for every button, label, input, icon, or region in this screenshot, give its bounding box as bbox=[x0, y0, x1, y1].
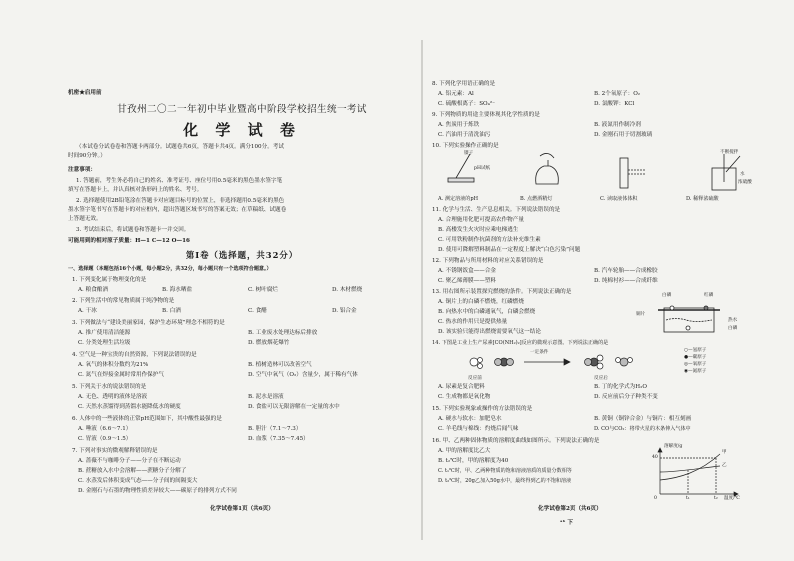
q16-option-c: C. t₁℃时，甲、乙两种物质的饱和溶液溶质的质量分数相等 bbox=[438, 468, 572, 474]
question-6: 6. 人体中的一些液体的正常pH范围如下，其中酸性最强的是 bbox=[72, 416, 222, 422]
q3-option-b: B. 工业废水处理达标后排放 bbox=[248, 330, 318, 336]
question-11: 11. 化学与生活、生产息息相关。下列说法错误的是 bbox=[432, 207, 561, 213]
q3-option-c: C. 分类处理生活垃圾 bbox=[78, 340, 131, 346]
q6-option-b: B. 胆汁（7.1～7.3） bbox=[248, 426, 302, 432]
q14-after-label: 反应后 bbox=[594, 376, 608, 381]
q7-option-d: D. 金刚石与石墨的物理性质差异较大——碳原子的排列方式不同 bbox=[78, 488, 237, 494]
q13-option-a: A. 铜片上的白磷不燃烧，红磷燃烧 bbox=[438, 299, 524, 305]
question-16: 16. 甲、乙两种固体物质的溶解度曲线如图所示。下列说法正确的是 bbox=[432, 438, 600, 444]
notice-1b: 填写在答题卡上，并认真核对条形码上的姓名、考号。 bbox=[68, 187, 203, 193]
ph-paper-icon bbox=[448, 178, 474, 182]
q8-option-a: A. 铝元素：Al bbox=[438, 91, 474, 97]
atomic-mass: 可能用到的相对原子质量：H—1 C—12 O—16 bbox=[68, 238, 190, 244]
q16-curve-yi: 乙 bbox=[722, 463, 727, 468]
q13-option-c: C. 热水的作用只是提供热量 bbox=[438, 319, 508, 325]
q13-label-white-p-2: 白磷 bbox=[728, 326, 738, 331]
notice-3: 3. 考试结束后，将试题卷和答题卡一并交回。 bbox=[76, 227, 190, 233]
exam-title: 甘孜州二〇二一年初中毕业暨高中阶段学校招生统一考试 bbox=[117, 104, 367, 115]
right-page bbox=[424, 0, 766, 561]
q8-option-d: D. 氯酸钾：KCl bbox=[594, 101, 635, 107]
q14-legend-n: ◉—氮原子 bbox=[684, 369, 707, 374]
q13-label-copper: 铜片 bbox=[636, 312, 646, 317]
q14-legend-c: ●—碳原子 bbox=[684, 355, 707, 360]
left-footer: 化学试卷第1页（共6页） bbox=[210, 506, 274, 512]
q13-combustion-figure bbox=[652, 296, 728, 334]
q9-option-b: B. 液氮用作制冷剂 bbox=[594, 122, 641, 128]
question-1: 1. 下列变化属于物理变化的是 bbox=[72, 277, 147, 283]
q7-option-b: B. 蔗糖放入水中会溶解——蔗糖分子分解了 bbox=[78, 468, 187, 474]
q5-option-d: D. 食盐可以无限溶解在一定量的水中 bbox=[248, 404, 340, 410]
right-footer: 化学试卷第2页（共6页） bbox=[538, 506, 602, 512]
notice-1a: 1. 答题前，考生务必将自己的姓名、准考证号、座位号用0.5毫米的黑色墨水签字笔 bbox=[76, 178, 283, 184]
q7-option-c: C. 水蒸发后体积变成气态——分子间的间隔变大 bbox=[78, 478, 198, 484]
q1-option-d: D. 木材燃烧 bbox=[332, 287, 363, 293]
q16-t1: t₁ bbox=[686, 496, 690, 501]
q14-legend-h: ○—氢原子 bbox=[684, 348, 707, 353]
q14-option-a: A. 尿素是复合肥料 bbox=[438, 384, 485, 390]
q16-option-a: A. 甲的溶解度比乙大 bbox=[438, 448, 491, 454]
q10-label-tweezers: 镊子 bbox=[464, 151, 474, 156]
flame-icon bbox=[540, 153, 554, 158]
q6-option-a: A. 唾液（6.6～7.1） bbox=[78, 426, 132, 432]
question-13: 13. 用右图所示装置探究燃烧的条件。下列说法正确的是 bbox=[432, 289, 572, 295]
q16-xlabel: 温度/℃ bbox=[724, 496, 740, 501]
q9-option-d: D. 金刚石用于切割玻璃 bbox=[594, 132, 653, 138]
question-12: 12. 下列物品与所用材料的对应关系错误的是 bbox=[432, 258, 544, 264]
q16-origin: 0 bbox=[654, 496, 657, 501]
question-10: 10. 下列实验操作正确的是 bbox=[432, 143, 499, 149]
q6-option-c: C. 胃液（0.9～1.5） bbox=[78, 436, 132, 442]
tweezers-icon bbox=[456, 154, 470, 178]
left-page bbox=[62, 0, 422, 561]
q5-option-a: A. 无色、透明的液体是溶液 bbox=[78, 394, 148, 400]
question-9: 9. 下列物质的用途主要体现其化学性质的是 bbox=[432, 112, 540, 118]
q2-option-b: B. 白酒 bbox=[162, 308, 181, 314]
q10-option-d: D. 稀释浓硫酸 bbox=[686, 196, 719, 202]
secret-mark: 机密★启用前 bbox=[68, 90, 102, 96]
q16-option-d: D. t₂℃时，20g乙加入50g水中，最终得到乙的不饱和溶液 bbox=[438, 478, 572, 484]
q11-option-c: C. 可用铁粉制作抗菌剂的方法补充维生素 bbox=[438, 237, 541, 243]
q8-option-c: C. 硫酸根离子：SO₄²⁻ bbox=[438, 101, 496, 107]
q13-option-d: D. 该实验只能得出燃烧需要氧气这一结论 bbox=[438, 329, 541, 335]
q14-reaction-figure bbox=[444, 348, 707, 380]
q5-option-b: B. 泥水是溶液 bbox=[248, 394, 284, 400]
alcohol-lamp-icon bbox=[536, 166, 559, 184]
white-phosphorus-icon bbox=[670, 306, 674, 310]
section-heading: 一、选择题（本题包括16个小题，每小题2分，共32分，每小题只有一个选项符合题意。） bbox=[68, 266, 272, 272]
q12-option-c: C. 聚乙烯薄膜——塑料 bbox=[438, 278, 496, 284]
question-15: 15. 下列实验现象或操作的方法错误的是 bbox=[432, 406, 533, 412]
q4-option-c: C. 氮气在焊接金属时常用作保护气 bbox=[78, 372, 164, 378]
question-2: 2. 下列生活中的常见物质属于纯净物的是 bbox=[72, 298, 175, 304]
q12-option-b: B. 汽车轮胎——合成橡胶 bbox=[594, 268, 658, 274]
question-3: 3. 下列做法与“建设美丽家园，保护生态环境”理念不相符的是 bbox=[72, 320, 225, 326]
molecule-icon bbox=[470, 358, 478, 366]
q15-option-a: A. 硬水与软水：加肥皂水 bbox=[438, 416, 502, 422]
q15-option-d: D. CO与CO₂：将带火星的木条伸入气体中 bbox=[594, 426, 691, 432]
notice-2b: 墨水签字笔书写在答题卡的对应框内，超出答题区域书写的答案无效；在草稿纸、试题卷 bbox=[68, 207, 287, 213]
q2-option-c: C. 食醋 bbox=[248, 308, 267, 314]
question-7: 7. 下列对事实的微观解释错误的是 bbox=[72, 448, 158, 454]
q9-option-c: C. 汽油用于清洗油污 bbox=[438, 132, 491, 138]
q13-label-hot-water: 热水 bbox=[728, 318, 738, 323]
q7-option-a: A. 蔷薇不与咖啡分子——分子在不断运动 bbox=[78, 458, 181, 464]
q16-tick-40: 40 bbox=[652, 455, 658, 460]
q11-option-a: A. 合理施用化肥可提高农作物产量 bbox=[438, 217, 524, 223]
q16-ylabel: 溶解度/g bbox=[664, 444, 683, 449]
q10-option-c: C. 读取液体体积 bbox=[600, 196, 638, 202]
q14-condition: 一定条件 bbox=[530, 350, 549, 355]
q10-label-acid: 浓硫酸 bbox=[738, 180, 752, 185]
q10-apparatus-figure bbox=[440, 152, 758, 194]
q11-option-d: D. 使用可降解塑料制品在一定程度上解决“白色污染”问题 bbox=[438, 247, 581, 253]
q8-option-b: B. 2个氧原子：O₂ bbox=[594, 91, 641, 97]
q14-option-b: B. 丁的化学式为H₂O bbox=[594, 384, 647, 390]
question-4: 4. 空气是一种宝贵的自然资源，下列说法错误的是 bbox=[72, 352, 197, 358]
q2-option-d: D. 铝合金 bbox=[332, 308, 357, 314]
q14-before-label: 反应前 bbox=[468, 376, 482, 381]
graduated-cylinder-icon bbox=[620, 158, 628, 188]
q4-option-a: A. 氧气的体积分数约为21% bbox=[78, 362, 149, 368]
q14-option-c: C. 生成物都是氧化物 bbox=[438, 394, 491, 400]
q16-option-b: B. t₂℃时，甲的溶解度为40 bbox=[438, 458, 509, 464]
q10-option-a: A. 测定溶液的pH bbox=[438, 196, 479, 202]
question-5: 5. 下列关于水的说法错误的是 bbox=[72, 384, 147, 390]
q13-label-red-p: 红磷 bbox=[704, 293, 714, 298]
molecule-icon bbox=[620, 358, 628, 366]
q4-option-b: B. 植树造林可以改善空气 bbox=[248, 362, 312, 368]
q3-option-a: A. 推广使用清洁能源 bbox=[78, 330, 131, 336]
subject-title: 化 学 试 卷 bbox=[183, 121, 301, 139]
red-phosphorus-icon bbox=[704, 306, 708, 310]
q5-option-c: C. 天然水蒸馏得到蒸馏水能降低水的硬度 bbox=[78, 404, 181, 410]
q1-option-a: A. 粮食酿酒 bbox=[78, 287, 108, 293]
q16-curve-jia: 甲 bbox=[722, 450, 727, 455]
question-14: 14. 下图是工业上生产尿素[CO(NH₂)₂]反应的微观示意图。下列说法正确的是 bbox=[432, 340, 609, 346]
q1-option-b: B. 海水晒盐 bbox=[162, 287, 193, 293]
question-8: 8. 下列化学用语正确的是 bbox=[432, 81, 496, 87]
q15-option-b: B. 黄铜（铜锌合金）与铜片：相互刻画 bbox=[594, 416, 692, 422]
bottom-mark: ᵃᵇ 下 bbox=[560, 520, 573, 526]
q16-t2: t₂ bbox=[714, 496, 718, 501]
q10-option-b: B. 点燃酒精灯 bbox=[520, 196, 553, 202]
q10-label-water: 水 bbox=[740, 172, 745, 177]
q14-legend-o: ◎—氧原子 bbox=[684, 362, 707, 367]
q11-option-b: B. 高楼发生火灾时应乘电梯逃生 bbox=[438, 227, 519, 233]
q12-option-d: D. 纯棉衬衫——合成纤维 bbox=[594, 278, 658, 284]
intro-line-1: （本试卷分试卷卷和答题卡两部分。试题卷共6页，答题卡共4页。满分100分。考试 bbox=[76, 144, 284, 150]
q13-label-white-p: 白磷 bbox=[662, 293, 672, 298]
q9-option-a: A. 焦炭用于炼铁 bbox=[438, 122, 480, 128]
notice-2a: 2. 选择题使用2B铅笔涂在答题卡对应题目标号的位置上，非选择题用0.5毫米的黑色 bbox=[76, 198, 285, 204]
part1-title: 第Ⅰ卷（选择题，共32分） bbox=[185, 250, 299, 260]
intro-line-2: 时间90分钟。） bbox=[68, 153, 106, 159]
q1-option-c: C. 树叶腐烂 bbox=[248, 287, 279, 293]
notice-2c: 上答题无效。 bbox=[68, 216, 102, 222]
q13-option-b: B. 向热水中的白磷通氧气，白磷会燃烧 bbox=[438, 309, 536, 315]
q10-label-stir: 不断搅拌 bbox=[720, 150, 739, 155]
q4-option-d: D. 空气中氧气（O₂）含量少，属于稀有气体 bbox=[248, 372, 358, 378]
notice-heading: 注意事项： bbox=[68, 167, 96, 173]
q2-option-a: A. 干冰 bbox=[78, 308, 97, 314]
q3-option-d: D. 燃放烟花爆竹 bbox=[248, 340, 290, 346]
q14-option-d: D. 反应前后分子种类不变 bbox=[594, 394, 658, 400]
curve-yi bbox=[660, 466, 720, 472]
q12-option-a: A. 不锈钢饭盒——合金 bbox=[438, 268, 496, 274]
q6-option-d: D. 血浆（7.35～7.45） bbox=[248, 436, 309, 442]
q10-label-ph-paper: pH试纸 bbox=[474, 166, 491, 171]
q15-option-c: C. 羊毛线与棉线：灼烧后闻气味 bbox=[438, 426, 519, 432]
